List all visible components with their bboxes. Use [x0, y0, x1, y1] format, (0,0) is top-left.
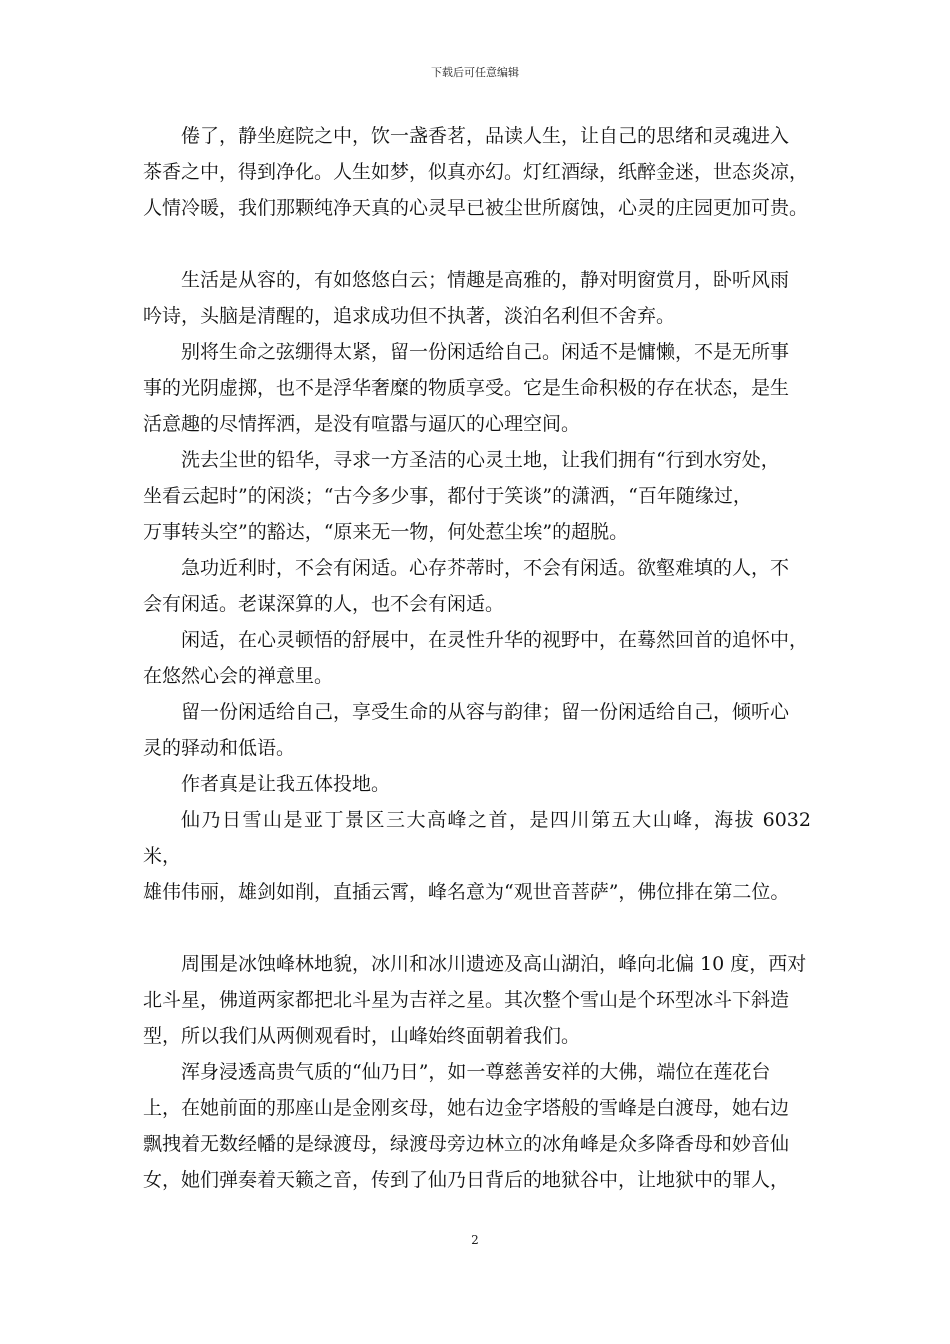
- paragraph: 作者真是让我五体投地。: [181, 773, 391, 795]
- page-number: 2: [471, 1233, 479, 1247]
- paragraph: 闲适，在心灵顿悟的舒展中，在灵性升华的视野中，在蓦然回首的追怀中， 在悠然心会的禅意里。: [143, 629, 809, 687]
- paragraph: 仙乃日雪山是亚丁景区三大高峰之首，是四川第五大山峰，海拔 6032 米， 雄伟伟丽，雄剑如削，直插云霄，峰名意为“观世音菩萨”，佛位排在第二位。: [143, 809, 811, 903]
- paragraph: 倦了，静坐庭院之中，饮一盏香茗，品读人生，让自己的思绪和灵魂进入 茶香之中，得到净化。人生如梦，似真亦幻。灯红酒绿，纸醉金迷，世态炎凉， 人情冷暖，我们那颗纯净天真的心灵早已被尘世所腐蚀，心灵的庄园更加可贵。: [143, 125, 809, 219]
- paragraph: 留一份闲适给自己，享受生命的从容与韵律；留一份闲适给自己，倾听心 灵的驿动和低语。: [143, 701, 790, 759]
- paragraph: 洗去尘世的铅华，寻求一方圣洁的心灵土地，让我们拥有“行到水穷处， 坐看云起时”的闲淡；“古今多少事，都付于笑谈”的潇洒，“百年随缘过， 万事转头空”的豁达，“原来无一物，何处惹尘埃”的超脱。: [143, 449, 780, 543]
- paragraph: 生活是从容的，有如悠悠白云；情趣是高雅的，静对明窗赏月，卧听风雨 吟诗，头脑是清醒的，追求成功但不执著，淡泊名利但不舍弃。: [143, 269, 790, 327]
- paragraph: 浑身浸透高贵气质的“仙乃日”，如一尊慈善安祥的大佛，端位在莲花台 上，在她前面的那座山是金刚亥母，她右边金字塔般的雪峰是白渡母，她右边 飘拽着无数经幡的是绿渡母，绿渡母旁边林立的冰角峰是众多降香母和妙音仙 女，她们弹奏着天籁之音，传到了仙乃日背后的地狱谷中，让地狱中的罪人，: [143, 1061, 790, 1191]
- paragraph: 急功近利时，不会有闲适。心存芥蒂时，不会有闲适。欲壑难填的人，不 会有闲适。老谋深算的人，也不会有闲适。: [143, 557, 790, 615]
- document-body: [143, 118, 811, 1198]
- page-header: 下载后可任意编辑: [431, 66, 519, 79]
- paragraph: 别将生命之弦绷得太紧，留一份闲适给自己。闲适不是慵懒，不是无所事 事的光阴虚掷，也不是浮华奢糜的物质享受。它是生命积极的存在状态，是生 活意趣的尽情挥洒，是没有喧嚣与逼仄的心理空间。: [143, 341, 790, 435]
- paragraph: 周围是冰蚀峰林地貌，冰川和冰川遗迹及高山湖泊，峰向北偏 10 度，西对 北斗星，佛道两家都把北斗星为吉祥之星。其次整个雪山是个环型冰斗下斜造 型，所以我们从两侧观看时，山峰始终面朝着我们。: [143, 953, 807, 1047]
